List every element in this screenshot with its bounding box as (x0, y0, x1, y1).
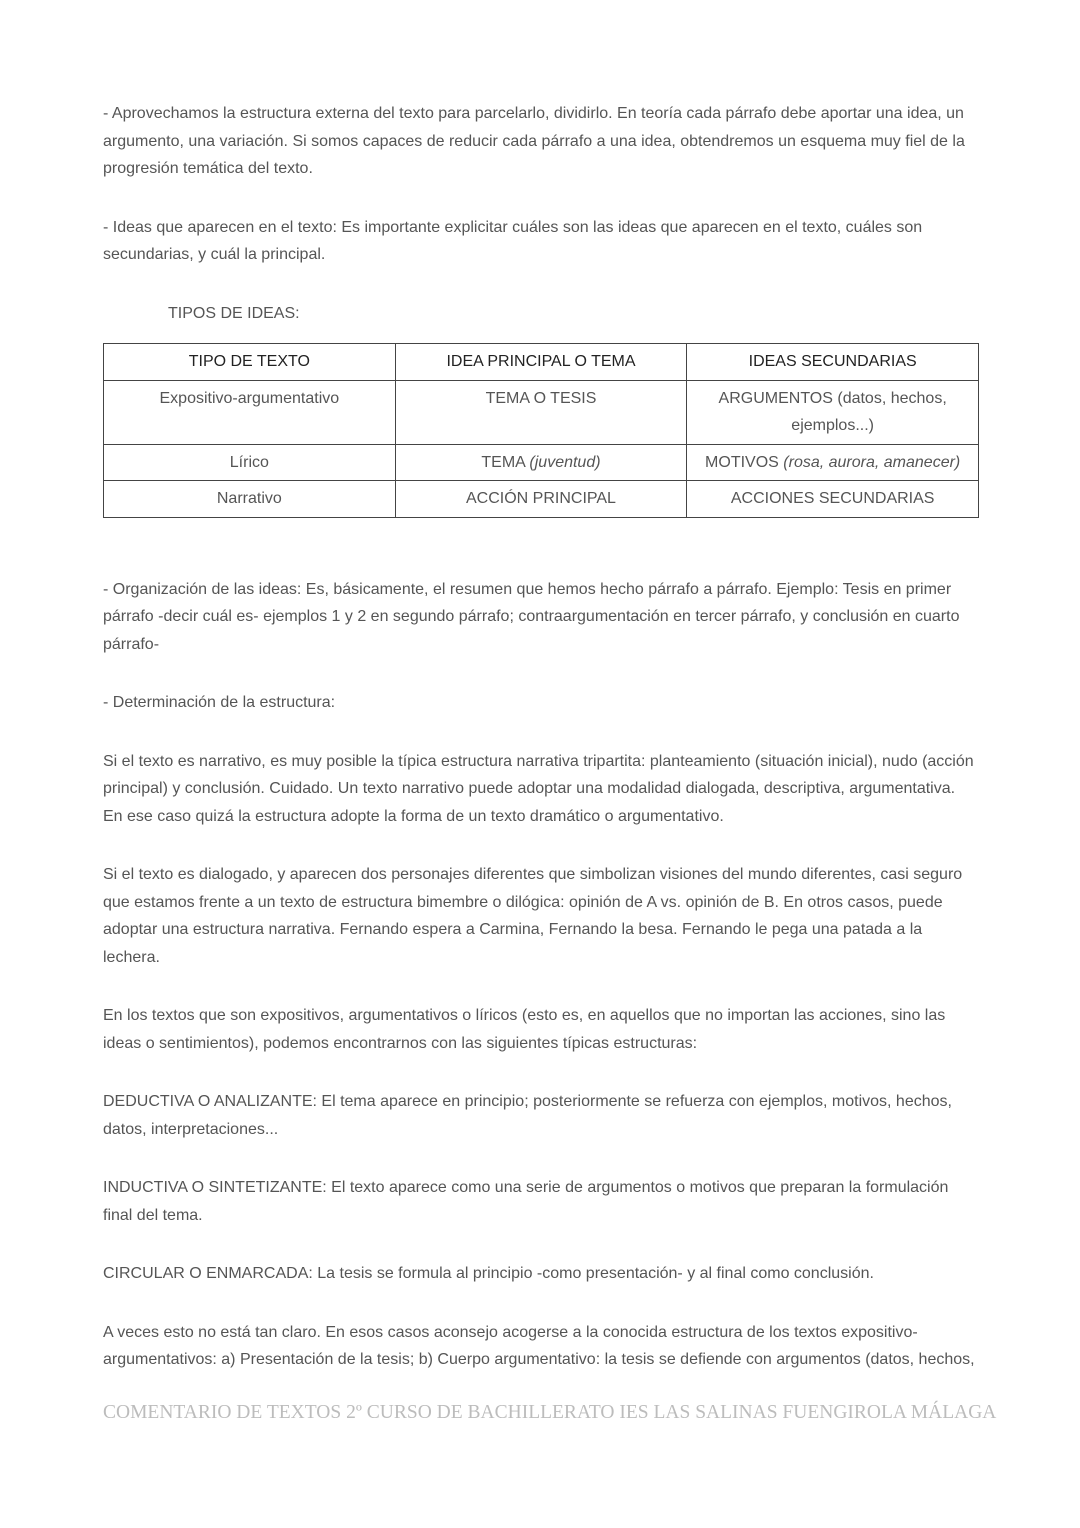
cell-tipo: Expositivo-argumentativo (104, 380, 396, 444)
cell-principal (395, 380, 687, 444)
table-row (104, 481, 979, 518)
cell-secundarias-text: ACCIONES SECUNDARIAS (730, 490, 935, 507)
paragraph-expositivos: En los textos que son expositivos, argumentativos o líricos (esto es, en aquellos que no importan las acciones, sino las ideas o sentimientos), podemos encontrarnos con las siguientes típicas estructuras: (103, 1007, 946, 1052)
column-header-tipo: TIPO DE TEXTO (104, 344, 396, 381)
page-footer: COMENTARIO DE TEXTOS 2º CURSO DE BACHILLERATO IES LAS SALINAS FUENGIROLA MÁLAGA (103, 1402, 997, 1423)
cell-principal (395, 444, 687, 481)
paragraph-deductiva: DEDUCTIVA O ANALIZANTE: El tema aparece en principio; posteriormente se refuerza con ejemplos, motivos, hechos, datos, interpretaciones... (103, 1093, 952, 1138)
ideas-table (103, 343, 979, 518)
cell-tipo: Lírico (104, 444, 396, 481)
column-header-principal: IDEA PRINCIPAL O TEMA (395, 344, 687, 381)
cell-tipo: Narrativo (104, 481, 396, 518)
table-row (104, 380, 979, 444)
cell-secundarias-text: MOTIVOS (705, 453, 784, 471)
paragraph-estructura-externa: - Aprovechamos la estructura externa del texto para parcelarlo, dividirlo. En teoría cada párrafo debe aportar una idea, un argumento, una variación. Si somos capaces de reducir cada párrafo a una idea, obtendremos un esquema muy fiel de la progresión temática del texto. (103, 105, 965, 177)
cell-principal-text: TEMA O TESIS (485, 389, 597, 407)
table-row (104, 444, 979, 481)
paragraph-narrativo: Si el texto es narrativo, es muy posible la típica estructura narrativa tripartita: planteamiento (situación inicial), nudo (acción principal) y conclusión. Cuidado. Un texto narrativo puede adoptar una modalidad dialogada, descriptiva, argumentativa. En ese caso quizá la estructura adopte la forma de un texto dramático o argumentativo. (103, 752, 974, 825)
table-header-row (104, 344, 979, 381)
paragraph-inductiva: INDUCTIVA O SINTETIZANTE: El texto aparece como una serie de argumentos o motivos que preparan la formulación final del tema. (103, 1179, 949, 1224)
cell-secundarias-text: ARGUMENTOS (datos, hechos, ejemplos...) (718, 389, 947, 434)
cell-secundarias (687, 481, 979, 518)
cell-secundarias-italic: (rosa, aurora, amanecer) (783, 453, 961, 471)
paragraph-circular: CIRCULAR O ENMARCADA: La tesis se formula al principio -como presentación- y al final como conclusión. (103, 1265, 874, 1282)
cell-principal-italic: (juventud) (529, 453, 601, 471)
paragraph-a-veces: A veces esto no está tan claro. En esos casos aconsejo acogerse a la conocida estructura de los textos expositivo-argumentativos: a) Presentación de la tesis; b) Cuerpo argumentativo: la tesis se defiende con argumentos (datos, hechos, (103, 1323, 975, 1368)
cell-secundarias (687, 444, 979, 481)
column-header-secundarias: IDEAS SECUNDARIAS (687, 344, 979, 381)
cell-principal-text: TEMA (481, 453, 530, 471)
paragraph-ideas-texto: - Ideas que aparecen en el texto: Es importante explicitar cuáles son las ideas que aparecen en el texto, cuáles son secundarias, y cuál la principal. (103, 218, 923, 263)
cell-principal (395, 481, 687, 518)
cell-secundarias (687, 380, 979, 444)
paragraph-dialogado: Si el texto es dialogado, y aparecen dos personajes diferentes que simbolizan visiones del mundo diferentes, casi seguro que estamos frente a un texto de estructura bimembre o dilógica: opinión de A vs. opinión de B. En otros casos, puede adoptar una estructura narrativa. Fernando espera a Carmina, Fernando la besa. Fernando le pega una patada a la lechera. (103, 866, 963, 966)
cell-principal-text: ACCIÓN PRINCIPAL (466, 490, 616, 507)
paragraph-organizacion: - Organización de las ideas: Es, básicamente, el resumen que hemos hecho párrafo a párrafo. Ejemplo: Tesis en primer párrafo -decir cuál es- ejemplos 1 y 2 en segundo párrafo; contraargumentación en tercer párrafo, y conclusión en cuarto párrafo- (103, 580, 960, 653)
document-page (103, 100, 978, 1374)
paragraph-determinacion: - Determinación de la estructura: (103, 694, 336, 711)
section-title-tipos-de-ideas: TIPOS DE IDEAS: (168, 304, 300, 322)
